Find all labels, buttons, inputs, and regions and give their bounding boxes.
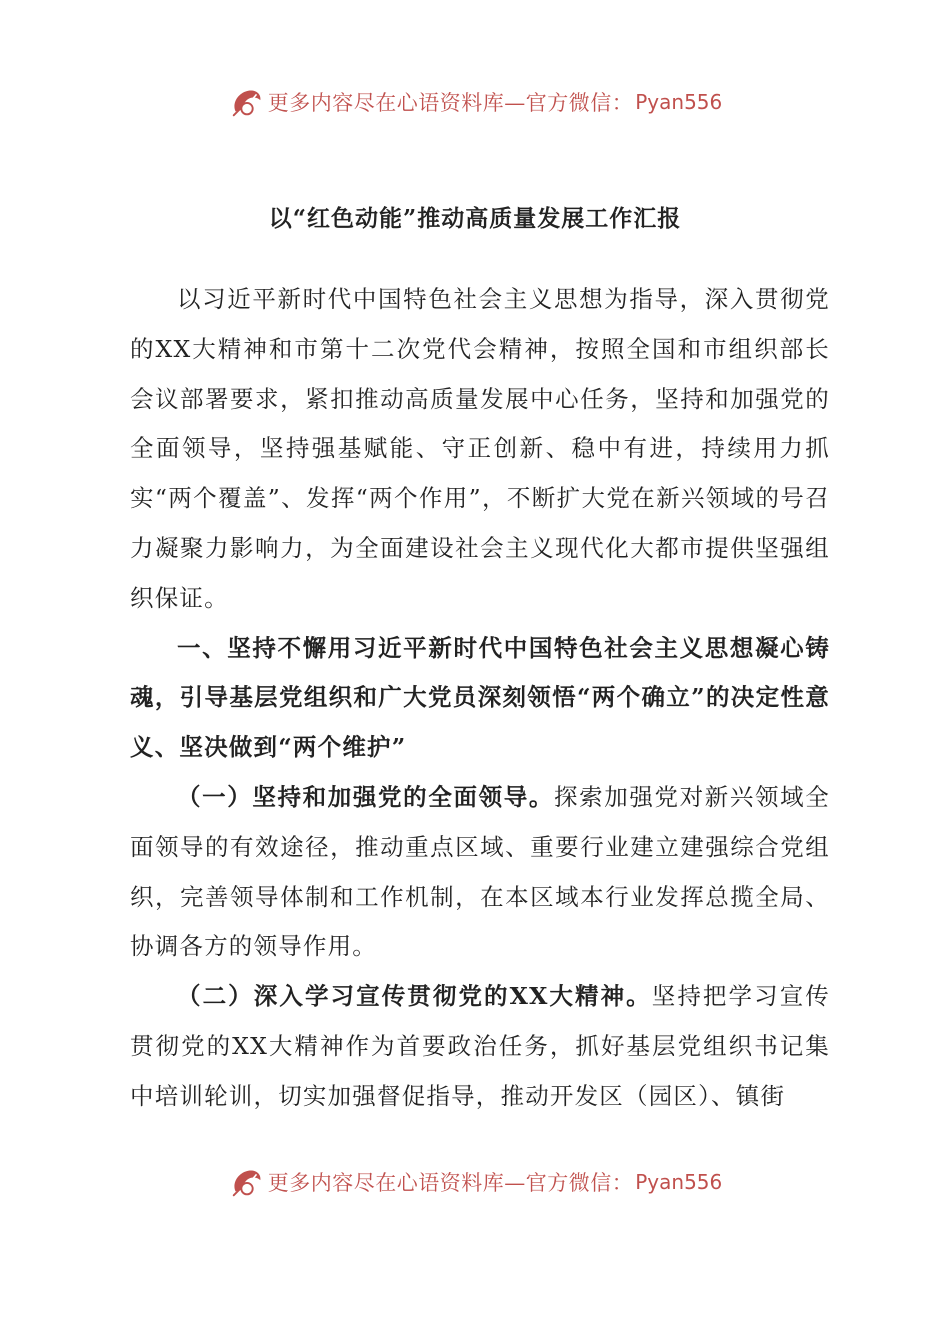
item-text-1: 探索加强党对新兴领域全面领导的有效途径，推动重点区域、重要行业建立建强综合党组织，完善领导体制和工作机制，在本区域本行业发挥总揽全局、协调各方的领导作用。 xyxy=(130,782,831,961)
quill-pen-logo-icon xyxy=(228,83,266,121)
intro-paragraph: 以习近平新时代中国特色社会主义思想为指导，深入贯彻党的XX大精神和市第十二次党代会精神，按照全国和市组织部长会议部署要求，紧扣推动高质量发展中心任务，坚持和加强党的全面领导，坚持强基赋能、守正创新、稳中有进，持续用力抓实“两个覆盖”、发挥“两个作用”，不断扩大党在新兴领域的号召力凝聚力影响力，为全面建设社会主义现代化大都市提供坚强组织保证。 xyxy=(130,285,830,612)
quill-pen-logo-icon xyxy=(228,1163,266,1201)
watermark-wechat-id: Pyan556 xyxy=(635,1170,723,1194)
document-title: 以“红色动能”推动高质量发展工作汇报 xyxy=(268,205,682,232)
item-text-2: 坚持把学习宣传贯彻党的XX大精神作为首要政治任务，抓好基层党组织书记集中培训轮训，切实加强督促指导，推动开发区（园区）、镇街 xyxy=(130,982,830,1110)
watermark-text: 更多内容尽在心语资料库—官方微信： xyxy=(267,1171,634,1195)
item-heading-1: （一）坚持和加强党的全面领导。 xyxy=(177,782,554,811)
item-paragraph-2 xyxy=(130,972,830,1121)
watermark-wechat-id: Pyan556 xyxy=(635,90,723,114)
watermark-header xyxy=(0,80,950,124)
section-heading-1: 一、坚持不懈用习近平新时代中国特色社会主义思想凝心铸魂，引导基层党组织和广大党员深刻领悟“两个确立”的决定性意义、坚决做到“两个维护” xyxy=(130,633,830,762)
watermark-text: 更多内容尽在心语资料库—官方微信： xyxy=(267,91,634,115)
item-paragraph-1 xyxy=(130,773,830,972)
item-heading-2: （二）深入学习宣传贯彻党的XX大精神。 xyxy=(177,982,652,1011)
document-body xyxy=(130,275,830,1122)
watermark-footer xyxy=(0,1160,950,1204)
